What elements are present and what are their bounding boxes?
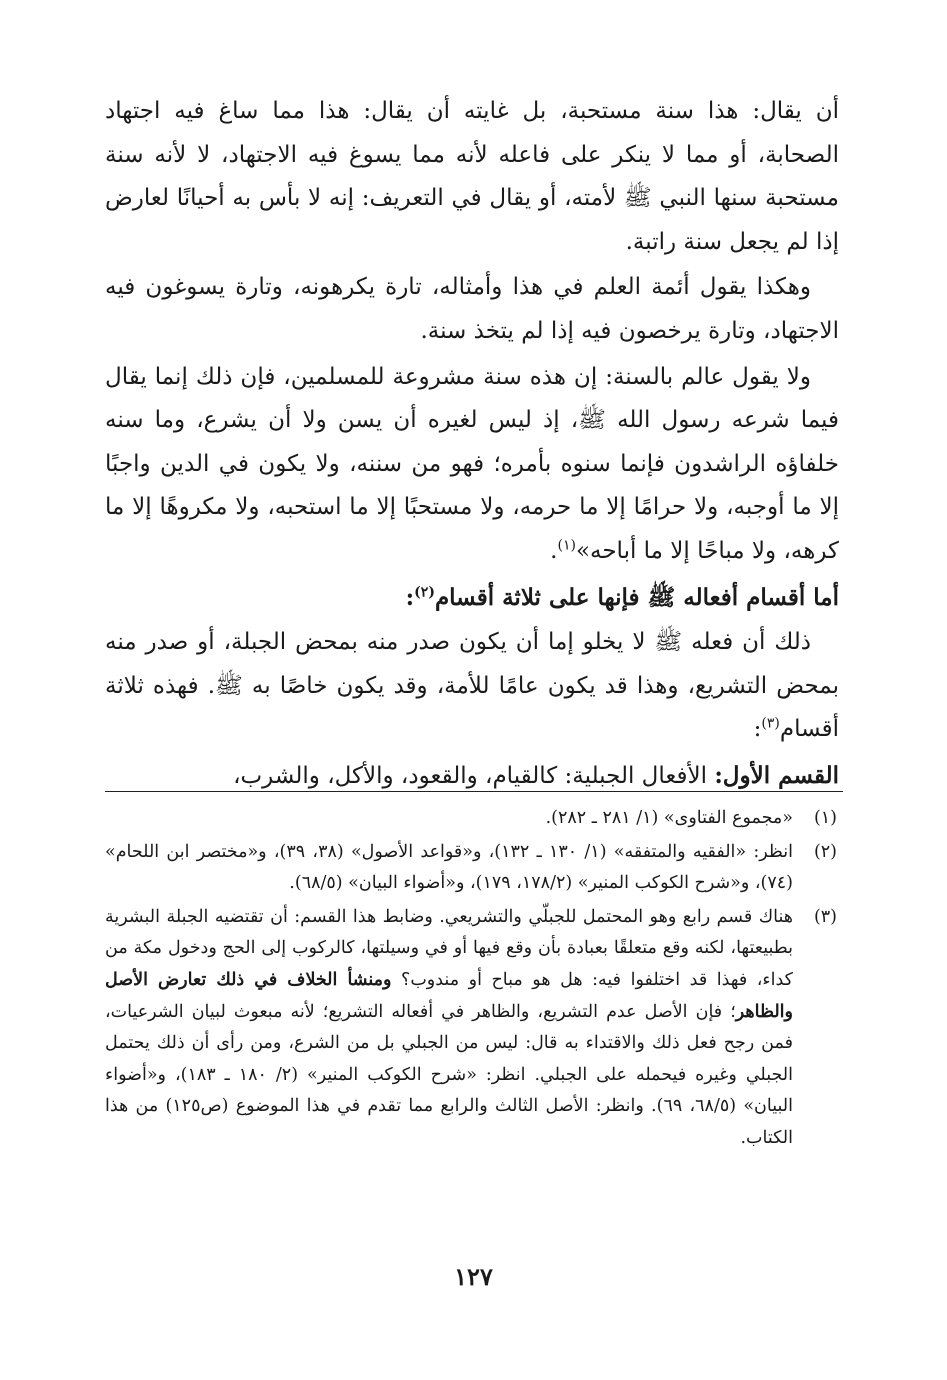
paragraph-3-text: ولا يقول عالم بالسنة: إن هذه سنة مشروعة للمسلمين، فإن ذلك إنما يقال فيما شرعه رسول الله ﷺ، إذ ليس لغيره أن يسن ولا أن يشرع، وما سنه خلفاؤه الراشدون فإنما سنوه بأمره؛ فهو من سننه، ولا يكون في الدين واجبًا إلا ما أوجبه، ولا حرامًا إلا ما حرمه، ولا مستحبًا إلا ما استحبه، ولا مكروهًا إلا ما كرهه، ولا مباحًا إلا ما أباحه» — [105, 363, 839, 564]
footnote-text — [105, 902, 793, 1155]
section-heading — [105, 576, 839, 620]
page-number: ١٢٧ — [454, 1262, 493, 1291]
paragraph-4-end: : — [753, 716, 762, 743]
footnote-text-part: انظر: «الفقيه والمتفقه» (١/ ١٣٠ ـ ١٣٢)، و«قواعد الأصول» (٣٨، ٣٩)، و«مختصر ابن اللحام» (٧٤)، و«شرح الكوكب المنير» (١٧٨/٢، ١٧٩)، و«أضواء البيان» (٦٨/٥). — [105, 841, 793, 894]
paragraph-4 — [105, 621, 839, 752]
footnote-ref-1: (١) — [557, 537, 576, 554]
paragraph-4-text: ذلك أن فعله ﷺ لا يخلو إما أن يكون صدر منه بمحض الجبلة، أو صدر منه بمحض التشريع، وهذا قد يكون عامًا للأمة، وقد يكون خاصًا به ﷺ. فهذه ثلاثة أقسام — [105, 629, 839, 743]
footnote-text-part: «مجموع الفتاوى» (١/ ٢٨١ ـ ٢٨٢). — [545, 808, 793, 828]
footnote-number: (٢) — [813, 841, 837, 862]
section-heading-text: أما أقسام أفعاله ﷺ فإنها على ثلاثة أقسام — [434, 583, 839, 611]
footnote-separator — [105, 791, 843, 792]
footnote-number: (١) — [813, 808, 837, 828]
paragraph-3-end: . — [550, 537, 558, 564]
paragraph-5-lead: القسم الأول: — [714, 761, 839, 789]
paragraph-1: أن يقال: هذا سنة مستحبة، بل غايته أن يقال: هذا مما ساغ فيه اجتهاد الصحابة، أو مما لا ينكر على فاعله لأنه مما يسوغ فيه الاجتهاد، لا لأنه سنة مستحبة سنها النبي ﷺ لأمته، أو يقال في التعريف: إنه لا بأس به أحيانًا لعارض إذا لم يجعل سنة راتبة. — [105, 98, 839, 255]
paragraph-5-text: الأفعال الجبلية: كالقيام، والقعود، والأكل، والشرب، — [233, 762, 715, 789]
footnote-item — [105, 837, 843, 900]
main-text — [105, 90, 839, 799]
footnote-ref-3: (٣) — [761, 715, 780, 732]
footnote-text — [105, 803, 793, 835]
footnote-item — [105, 803, 843, 835]
section-heading-end: : — [405, 583, 415, 611]
footnote-text — [105, 837, 793, 900]
footnote-number: (٣) — [813, 906, 837, 927]
footnote-bold-text: ومنشأ الخلاف في ذلك تعارض الأصل والظاهر — [105, 969, 793, 1022]
paragraph-2: وهكذا يقول أئمة العلم في هذا وأمثاله، تارة يكرهونه، وتارة يسوغون فيه الاجتهاد، وتارة يرخصون فيه إذا لم يتخذ سنة. — [105, 274, 839, 344]
footnote-text-part: هناك قسم رابع وهو المحتمل للجبلّي والتشريعي. وضابط هذا القسم: أن تقتضيه الجبلة البشرية بطبيعتها، لكنه وقع متعلقًا بعبادة بأن وقع فيها أو في وسيلتها، كالركوب إلى الحج ودخول مكة من كداء، فهذا قد اختلفوا فيه: هل هو مباح أو مندوب؟ — [105, 906, 793, 990]
paragraph-3 — [105, 356, 839, 574]
footnote-text-part: ؛ فإن الأصل عدم التشريع، والظاهر في أفعاله التشريع؛ لأنه مبعوث لبيان الشرعيات، فمن رجح فعل ذلك والاقتداء به قال: ليس من الجبلي بل من الشرع، ومن رأى أن ذلك يحتمل الجبلي وغيره فيحمله على الجبلي. انظر: «شرح الكوكب المنير» (٢/ ١٨٠ ـ ١٨٣)، و«أضواء البيان» (٦٨/٥، ٦٩). وانظر: الأصل الثالث والرابع مما تقدم في هذا الموضوع (ص١٢٥) من هذا الكتاب. — [105, 1001, 793, 1148]
footnote-item — [105, 902, 843, 1155]
footnote-ref-2: (٢) — [414, 583, 435, 600]
footnotes — [105, 803, 843, 1157]
